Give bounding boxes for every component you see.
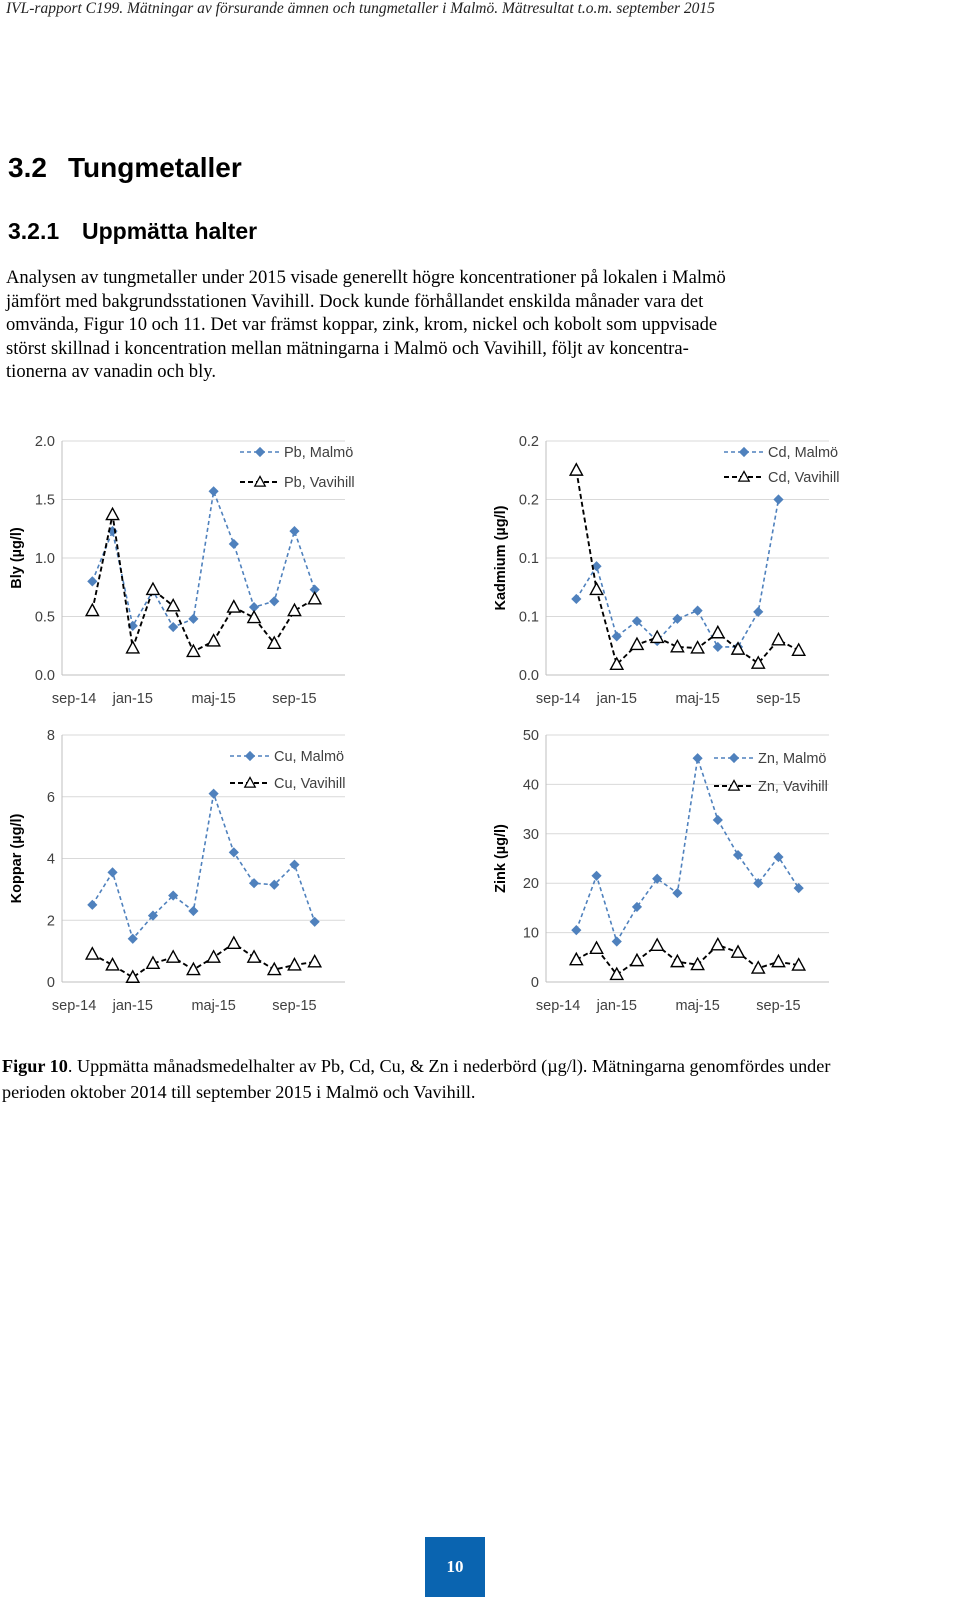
data-point <box>712 626 724 637</box>
caption-text: . Uppmätta månadsmedelhalter av Pb, Cd, Cu, & Zn i nederbörd (µg/l). Mätningarna genomfördes under <box>67 1056 831 1076</box>
caption-label: Figur 10 <box>2 1056 68 1076</box>
data-point <box>269 596 279 606</box>
y-tick-label: 0.2 <box>518 492 539 509</box>
data-point <box>571 594 581 604</box>
legend-label: Zn, Vavihill <box>758 779 828 795</box>
data-point <box>671 640 683 651</box>
chart-zn <box>484 728 954 1028</box>
data-point <box>631 954 643 965</box>
legend-marker <box>729 753 739 763</box>
x-tick-label: jan-15 <box>112 691 153 707</box>
page-number: 10 <box>425 1537 485 1597</box>
data-point <box>288 959 300 970</box>
caption-line: perioden oktober 2014 till september 2015 i Malmö och Vavihill. <box>2 1082 476 1102</box>
x-tick-label: maj-15 <box>191 691 236 707</box>
data-point <box>713 642 723 652</box>
y-tick-label: 0 <box>530 975 539 991</box>
y-tick-label: 1.0 <box>34 551 55 567</box>
data-point <box>632 902 642 912</box>
y-tick-label: 6 <box>46 789 55 806</box>
chart-zn-svg <box>484 728 954 1028</box>
data-point <box>672 888 682 898</box>
subsection-number: 3.2.1 <box>8 218 60 244</box>
data-point <box>310 917 320 927</box>
data-point <box>611 658 623 669</box>
y-tick-label: 0.0 <box>518 668 539 684</box>
chart-cd <box>484 425 954 725</box>
y-tick-label: 1.5 <box>34 492 55 509</box>
y-axis-title: Bly (µg/l) <box>9 527 25 589</box>
series-line <box>576 500 778 647</box>
y-tick-label: 2 <box>46 913 55 930</box>
x-tick-label: sep-14 <box>535 691 581 707</box>
section-title: Tungmetaller <box>68 152 242 183</box>
y-tick-label: 0 <box>46 975 55 991</box>
y-tick-label: 10 <box>522 925 539 942</box>
data-point <box>147 583 159 594</box>
body-line: jämfört med bakgrundsstationen Vavihill. Dock kunde förhållandet enskilda månader vara det <box>6 290 704 312</box>
data-point <box>229 539 239 549</box>
x-tick-label: maj-15 <box>191 998 236 1014</box>
data-point <box>631 638 643 649</box>
data-point <box>106 959 118 970</box>
data-point <box>249 878 259 888</box>
y-axis-title: Zink (µg/l) <box>493 824 509 893</box>
data-point <box>752 657 764 668</box>
legend-label: Pb, Malmö <box>284 445 354 461</box>
data-point <box>228 601 240 612</box>
data-point <box>127 642 139 653</box>
y-tick-label: 30 <box>522 826 539 843</box>
figure-caption <box>2 1053 958 1105</box>
data-point <box>87 900 97 910</box>
y-axis-title: Koppar (µg/l) <box>9 813 25 904</box>
data-point <box>309 955 321 966</box>
body-line: Analysen av tungmetaller under 2015 visade generellt högre koncentrationer på lokalen i Malmö <box>6 267 726 288</box>
x-tick-label: maj-15 <box>675 691 720 707</box>
data-point <box>693 753 703 763</box>
data-point <box>248 951 260 962</box>
data-point <box>188 906 198 916</box>
x-tick-label: sep-15 <box>756 691 801 707</box>
y-tick-label: 50 <box>522 728 539 744</box>
chart-cu <box>0 728 470 1028</box>
y-tick-label: 8 <box>46 728 55 744</box>
y-tick-label: 0.0 <box>34 668 55 684</box>
data-point <box>167 951 179 962</box>
data-point <box>209 486 219 496</box>
body-paragraph <box>6 266 946 384</box>
data-point <box>732 946 744 957</box>
running-head: IVL-rapport C199. Mätningar av försurande ämnen och tungmetaller i Malmö. Mätresultat t.o.m. september 2015 <box>6 0 715 17</box>
y-tick-label: 4 <box>46 851 55 868</box>
data-point <box>228 937 240 948</box>
y-tick-label: 0.1 <box>518 609 539 626</box>
body-line: tionerna av vanadin och bly. <box>6 361 216 382</box>
chart-pb-svg <box>0 425 470 725</box>
y-tick-label: 40 <box>522 777 539 794</box>
section-number: 3.2 <box>8 152 47 183</box>
legend-marker <box>739 447 749 457</box>
data-point <box>713 815 723 825</box>
y-tick-label: 0.2 <box>518 434 539 450</box>
data-point <box>794 883 804 893</box>
legend-label: Cu, Vavihill <box>274 776 346 792</box>
y-tick-label: 0.5 <box>34 609 55 626</box>
y-tick-label: 20 <box>522 876 539 893</box>
legend-label: Cu, Malmö <box>274 749 345 765</box>
chart-cd-svg <box>484 425 954 725</box>
legend-label: Pb, Vavihill <box>284 475 355 491</box>
data-point <box>187 963 199 974</box>
data-point <box>733 850 743 860</box>
x-tick-label: sep-14 <box>51 998 97 1014</box>
series-line <box>92 491 314 627</box>
data-point <box>590 583 602 594</box>
data-point <box>693 606 703 616</box>
data-point <box>188 614 198 624</box>
body-line: omvända, Figur 10 och 11. Det var främst koppar, zink, krom, nickel och kobolt som uppvisade <box>6 314 718 335</box>
data-point <box>671 955 683 966</box>
data-point <box>732 643 744 654</box>
data-point <box>773 494 783 504</box>
data-point <box>86 948 98 959</box>
legend-label: Cd, Malmö <box>768 445 839 461</box>
series-line <box>576 945 798 975</box>
y-tick-label: 0.1 <box>518 551 539 567</box>
data-point <box>691 642 703 653</box>
data-point <box>793 644 805 655</box>
series-line <box>92 943 314 977</box>
chart-cu-svg <box>0 728 470 1028</box>
data-point <box>571 925 581 935</box>
data-point <box>612 631 622 641</box>
chart-pb <box>0 425 470 725</box>
data-point <box>289 860 299 870</box>
series-line <box>92 515 314 652</box>
data-point <box>168 622 178 632</box>
data-point <box>772 955 784 966</box>
x-tick-label: jan-15 <box>596 691 637 707</box>
subsection-title: Uppmätta halter <box>82 218 258 244</box>
x-tick-label: sep-14 <box>535 998 581 1014</box>
subsection-heading <box>8 218 257 245</box>
y-tick-label: 2.0 <box>34 434 55 450</box>
series-line <box>92 794 314 939</box>
data-point <box>207 951 219 962</box>
data-point <box>591 871 601 881</box>
x-tick-label: sep-15 <box>272 998 317 1014</box>
data-point <box>86 604 98 615</box>
data-point <box>289 526 299 536</box>
data-point <box>107 867 117 877</box>
data-point <box>87 576 97 586</box>
legend-label: Zn, Malmö <box>758 751 827 767</box>
data-point <box>127 971 139 982</box>
data-point <box>207 635 219 646</box>
body-line: störst skillnad i koncentration mellan mätningarna i Malmö och Vavihill, följt av koncentra- <box>6 337 689 359</box>
x-tick-label: maj-15 <box>675 998 720 1014</box>
x-tick-label: sep-14 <box>51 691 97 707</box>
data-point <box>570 953 582 964</box>
data-point <box>651 939 663 950</box>
legend-marker <box>245 751 255 761</box>
data-point <box>187 645 199 656</box>
data-point <box>590 942 602 953</box>
x-tick-label: jan-15 <box>112 998 153 1014</box>
section-heading <box>8 152 242 184</box>
data-point <box>167 599 179 610</box>
data-point <box>288 604 300 615</box>
x-tick-label: sep-15 <box>756 998 801 1014</box>
data-point <box>106 508 118 519</box>
data-point <box>773 852 783 862</box>
data-point <box>753 607 763 617</box>
legend-label: Cd, Vavihill <box>768 470 840 486</box>
x-tick-label: jan-15 <box>596 998 637 1014</box>
legend-marker <box>255 447 265 457</box>
data-point <box>309 592 321 603</box>
y-axis-title: Kadmium (µg/l) <box>493 505 509 611</box>
data-point <box>229 847 239 857</box>
data-point <box>652 874 662 884</box>
x-tick-label: sep-15 <box>272 691 317 707</box>
data-point <box>772 633 784 644</box>
data-point <box>570 464 582 475</box>
data-point <box>712 938 724 949</box>
data-point <box>612 936 622 946</box>
caption-line <box>2 1053 958 1079</box>
